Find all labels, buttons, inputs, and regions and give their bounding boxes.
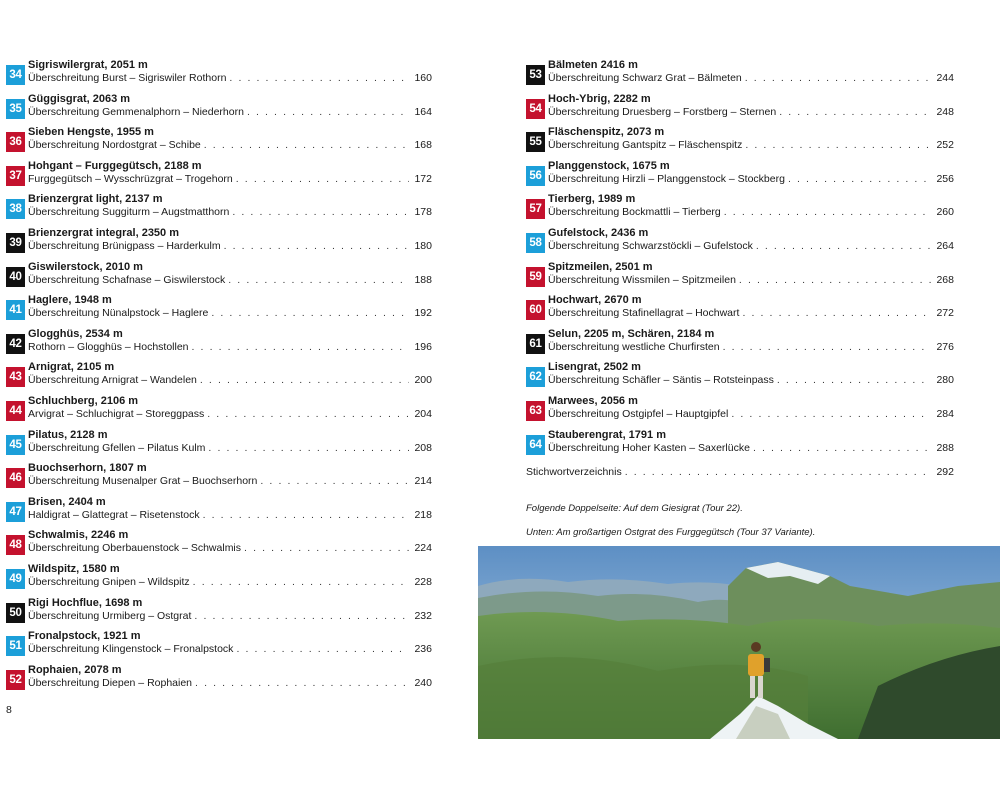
- toc-entry-text: [28, 563, 432, 589]
- toc-entry: [6, 461, 432, 495]
- dot-leader: [779, 106, 931, 119]
- route-line: [548, 240, 954, 253]
- route-line: [548, 139, 954, 152]
- tour-route: Überschreitung Gemmenalphorn – Niederhorn: [28, 105, 244, 118]
- tour-route: Überschreitung Diepen – Rophaien: [28, 676, 193, 689]
- toc-entry: [6, 360, 432, 394]
- tour-route: Überschreitung Hoher Kasten – Saxerlücke: [548, 441, 750, 454]
- toc-entry: [6, 629, 432, 663]
- tour-route: Überschreitung Urmiberg – Ostgrat: [28, 609, 192, 622]
- tour-page-number: 168: [414, 139, 432, 152]
- tour-title: Buochserhorn, 1807 m: [28, 462, 147, 475]
- tour-number-badge: 37: [6, 166, 25, 186]
- route-line: [28, 240, 432, 253]
- tour-route: Überschreitung Gnipen – Wildspitz: [28, 575, 190, 588]
- route-line: [28, 106, 432, 119]
- dot-leader: [236, 643, 409, 656]
- dot-leader: [200, 374, 409, 387]
- tour-number-badge: 34: [6, 65, 25, 85]
- tour-page-number: 268: [936, 273, 954, 286]
- tour-page-number: 264: [936, 239, 954, 252]
- toc-entry: [526, 226, 954, 260]
- tour-route: Arvigrat – Schluchigrat – Storeggpass: [28, 407, 205, 420]
- toc-entry: [526, 125, 954, 159]
- tour-page-number: 228: [414, 575, 432, 588]
- tour-title: Hoch-Ybrig, 2282 m: [548, 92, 651, 105]
- tour-title: Haglere, 1948 m: [28, 294, 112, 307]
- tour-page-number: 232: [414, 609, 432, 622]
- tour-page-number: 288: [936, 441, 954, 454]
- tour-route: Überschreitung Druesberg – Forstberg – Sternen: [548, 105, 777, 118]
- toc-entry-text: [28, 395, 432, 421]
- toc-entry-text: [548, 59, 954, 85]
- route-line: [28, 307, 432, 320]
- tour-route: Überschreitung westliche Churfirsten: [548, 340, 720, 353]
- tour-title: Fläschenspitz, 2073 m: [548, 126, 665, 139]
- tour-number-badge: 46: [6, 468, 25, 488]
- dot-leader: [260, 475, 409, 488]
- tour-page-number: 196: [414, 340, 432, 353]
- toc-entry: [526, 58, 954, 92]
- route-line: [28, 374, 432, 387]
- tour-page-number: 236: [414, 643, 432, 656]
- dot-leader: [194, 610, 409, 623]
- dot-leader: [247, 106, 409, 119]
- tour-page-number: 208: [414, 441, 432, 454]
- tour-route: Überschreitung Nünalpstock – Haglere: [28, 307, 209, 320]
- tour-route: Überschreitung Hirzli – Planggenstock – Stockberg: [548, 172, 785, 185]
- tour-title: Brienzergrat light, 2137 m: [28, 193, 163, 206]
- tour-number-badge: 57: [526, 199, 545, 219]
- dot-leader: [229, 72, 409, 85]
- toc-entry: [526, 428, 954, 462]
- dot-leader: [724, 206, 931, 219]
- tour-route: Überschreitung Klingenstock – Fronalpstock: [28, 643, 234, 656]
- toc-entry: [526, 192, 954, 226]
- route-line: [28, 274, 432, 287]
- route-line: [28, 509, 432, 522]
- dot-leader: [236, 173, 409, 186]
- tour-page-number: 204: [414, 407, 432, 420]
- tour-title: Giswilerstock, 2010 m: [28, 260, 143, 273]
- tour-title: Schwalmis, 2246 m: [28, 529, 129, 542]
- route-line: [548, 374, 954, 387]
- tour-page-number: 200: [414, 374, 432, 387]
- index-entry: [526, 466, 954, 479]
- tour-title: Pilatus, 2128 m: [28, 428, 108, 441]
- route-line: [548, 307, 954, 320]
- toc-entry: [6, 192, 432, 226]
- dot-leader: [745, 139, 931, 152]
- toc-entry-text: [28, 160, 432, 186]
- toc-entry-text: [548, 126, 954, 152]
- index-page-number: 292: [936, 466, 954, 479]
- tour-page-number: 218: [414, 508, 432, 521]
- toc-entry-text: [28, 664, 432, 690]
- tour-title: Brisen, 2404 m: [28, 495, 106, 508]
- tour-number-badge: 62: [526, 367, 545, 387]
- tour-route: Überschreitung Ostgipfel – Hauptgipfel: [548, 407, 729, 420]
- tour-route: Überschreitung Bockmattli – Tierberg: [548, 206, 721, 219]
- tour-page-number: 252: [936, 139, 954, 152]
- tour-number-badge: 53: [526, 65, 545, 85]
- route-line: [28, 206, 432, 219]
- tour-number-badge: 54: [526, 99, 545, 119]
- tour-page-number: 276: [936, 340, 954, 353]
- tour-number-badge: 51: [6, 636, 25, 656]
- toc-left-column: [6, 58, 432, 696]
- tour-route: Haldigrat – Glattegrat – Risetenstock: [28, 508, 200, 521]
- tour-number-badge: 47: [6, 502, 25, 522]
- toc-entry-text: [548, 93, 954, 119]
- tour-page-number: 248: [936, 105, 954, 118]
- tour-title: Rophaien, 2078 m: [28, 663, 122, 676]
- dot-leader: [742, 307, 931, 320]
- dot-leader: [232, 206, 409, 219]
- toc-entry: [6, 159, 432, 193]
- dot-leader: [745, 72, 931, 85]
- tour-number-badge: 49: [6, 569, 25, 589]
- tour-route: Überschreitung Nordostgrat – Schibe: [28, 139, 201, 152]
- tour-title: Hochwart, 2670 m: [548, 294, 642, 307]
- tour-title: Sigriswilergrat, 2051 m: [28, 59, 148, 71]
- dot-leader: [208, 442, 409, 455]
- tour-number-badge: 35: [6, 99, 25, 119]
- tour-number-badge: 58: [526, 233, 545, 253]
- toc-entry-text: [28, 59, 432, 85]
- tour-title: Schluchberg, 2106 m: [28, 394, 139, 407]
- tour-number-badge: 61: [526, 334, 545, 354]
- tour-route: Überschreitung Schafnase – Giswilerstock: [28, 273, 226, 286]
- route-line: [28, 542, 432, 555]
- tour-page-number: 272: [936, 307, 954, 320]
- toc-entry-text: [28, 529, 432, 555]
- toc-entry-text: [548, 429, 954, 455]
- route-line: [28, 173, 432, 186]
- dot-leader: [204, 139, 409, 152]
- toc-entry-text: [28, 227, 432, 253]
- toc-entry-text: [548, 193, 954, 219]
- tour-page-number: 244: [936, 72, 954, 84]
- photo-captions: [526, 503, 966, 551]
- dot-leader: [195, 677, 409, 690]
- tour-number-badge: 50: [6, 603, 25, 623]
- route-line: [548, 206, 954, 219]
- tour-title: Wildspitz, 1580 m: [28, 562, 120, 575]
- tour-route: Überschreitung Suggiturm – Augstmatthorn: [28, 206, 230, 219]
- tour-number-badge: 43: [6, 367, 25, 387]
- tour-route: Überschreitung Wissmilen – Spitzmeilen: [548, 273, 736, 286]
- toc-entry-text: [548, 227, 954, 253]
- tour-title: Selun, 2205 m, Schären, 2184 m: [548, 327, 715, 340]
- route-line: [28, 442, 432, 455]
- toc-entry-text: [548, 361, 954, 387]
- tour-number-badge: 55: [526, 132, 545, 152]
- tour-title: Glogghüs, 2534 m: [28, 327, 123, 340]
- tour-title: Marwees, 2056 m: [548, 394, 638, 407]
- page-number: 8: [6, 704, 12, 716]
- toc-entry: [6, 92, 432, 126]
- tour-page-number: 164: [414, 105, 432, 118]
- tour-title: Lisengrat, 2502 m: [548, 361, 641, 374]
- tour-route: Überschreitung Musenalper Grat – Buochserhorn: [28, 475, 258, 488]
- tour-page-number: 256: [936, 172, 954, 185]
- route-line: [28, 677, 432, 690]
- toc-entry: [526, 394, 954, 428]
- route-line: [548, 274, 954, 287]
- tour-route: Überschreitung Schwarz Grat – Bälmeten: [548, 72, 742, 84]
- tour-route: Überschreitung Brünigpass – Harderkulm: [28, 239, 221, 252]
- toc-entry-text: [28, 261, 432, 287]
- toc-entry-text: [548, 395, 954, 421]
- route-line: [28, 408, 432, 421]
- dot-leader: [192, 341, 409, 354]
- tour-number-badge: 40: [6, 267, 25, 287]
- dot-leader: [739, 274, 931, 287]
- tour-title: Güggisgrat, 2063 m: [28, 92, 131, 105]
- tour-number-badge: 63: [526, 401, 545, 421]
- toc-right-column: [526, 58, 954, 479]
- tour-number-badge: 56: [526, 166, 545, 186]
- tour-page-number: 180: [414, 239, 432, 252]
- caption-photo-below: Unten: Am großartigen Ostgrat des Furggegütsch (Tour 37 Variante).: [526, 527, 816, 538]
- toc-entry-text: [28, 496, 432, 522]
- route-line: [548, 72, 954, 85]
- toc-entry: [526, 159, 954, 193]
- tour-number-badge: 44: [6, 401, 25, 421]
- dot-leader: [625, 466, 931, 479]
- tour-route: Überschreitung Schwarzstöckli – Gufelstock: [548, 239, 753, 252]
- toc-entry: [526, 92, 954, 126]
- toc-entry: [6, 495, 432, 529]
- tour-title: Bälmeten 2416 m: [548, 59, 638, 71]
- toc-entry-text: [548, 160, 954, 186]
- tour-title: Gufelstock, 2436 m: [548, 226, 649, 239]
- tour-page-number: 284: [936, 407, 954, 420]
- dot-leader: [207, 408, 409, 421]
- toc-entry: [6, 260, 432, 294]
- dot-leader: [203, 509, 409, 522]
- toc-entry: [6, 293, 432, 327]
- tour-number-badge: 48: [6, 535, 25, 555]
- tour-title: Tierberg, 1989 m: [548, 193, 636, 206]
- tour-title: Planggenstock, 1675 m: [548, 159, 670, 172]
- dot-leader: [211, 307, 409, 320]
- tour-page-number: 160: [414, 72, 432, 84]
- route-line: [28, 643, 432, 656]
- tour-number-badge: 38: [6, 199, 25, 219]
- toc-entry-text: [548, 294, 954, 320]
- tour-number-badge: 64: [526, 435, 545, 455]
- route-line: [28, 610, 432, 623]
- tour-route: Überschreitung Gantspitz – Fläschenspitz: [548, 139, 743, 152]
- route-line: [28, 576, 432, 589]
- tour-route: Überschreitung Arnigrat – Wandelen: [28, 374, 197, 387]
- toc-entry-text: [28, 193, 432, 219]
- tour-route: Überschreitung Oberbauenstock – Schwalmis: [28, 542, 242, 555]
- tour-page-number: 172: [414, 172, 432, 185]
- caption-next-spread: Folgende Doppelseite: Auf dem Giesigrat (Tour 22).: [526, 503, 743, 514]
- toc-entry-text: [28, 361, 432, 387]
- toc-entry: [6, 226, 432, 260]
- tour-route: Überschreitung Stafinellagrat – Hochwart: [548, 307, 740, 320]
- toc-entry: [526, 327, 954, 361]
- dot-leader: [228, 274, 409, 287]
- tour-number-badge: 60: [526, 300, 545, 320]
- tour-number-badge: 59: [526, 267, 545, 287]
- dot-leader: [224, 240, 409, 253]
- dot-leader: [753, 442, 931, 455]
- tour-page-number: 224: [414, 542, 432, 555]
- tour-route: Überschreitung Burst – Sigriswiler Rothorn: [28, 72, 227, 84]
- tour-route: Furggegütsch – Wysschrüzgrat – Trogehorn: [28, 172, 233, 185]
- tour-route: Rothorn – Glogghüs – Hochstollen: [28, 340, 189, 353]
- tour-number-badge: 36: [6, 132, 25, 152]
- route-line: [28, 475, 432, 488]
- route-line: [548, 442, 954, 455]
- toc-entry: [6, 394, 432, 428]
- toc-entry-text: [28, 294, 432, 320]
- tour-page-number: 240: [414, 676, 432, 689]
- route-line: [28, 72, 432, 85]
- toc-entry: [6, 528, 432, 562]
- tour-page-number: 192: [414, 307, 432, 320]
- tour-title: Spitzmeilen, 2501 m: [548, 260, 653, 273]
- toc-entry: [6, 428, 432, 462]
- tour-page-number: 188: [414, 273, 432, 286]
- toc-entry-text: [28, 597, 432, 623]
- toc-entry: [526, 293, 954, 327]
- toc-entry-text: [28, 328, 432, 354]
- tour-title: Stauberengrat, 1791 m: [548, 428, 666, 441]
- toc-entry-text: [28, 93, 432, 119]
- toc-entry-text: [28, 429, 432, 455]
- tour-number-badge: 42: [6, 334, 25, 354]
- dot-leader: [723, 341, 931, 354]
- tour-page-number: 260: [936, 206, 954, 219]
- tour-number-badge: 41: [6, 300, 25, 320]
- tour-title: Rigi Hochflue, 1698 m: [28, 596, 143, 609]
- toc-entry: [526, 260, 954, 294]
- dot-leader: [244, 542, 409, 555]
- dot-leader: [731, 408, 931, 421]
- toc-entry: [6, 125, 432, 159]
- mountain-ridge-photo: [478, 546, 1000, 739]
- tour-route: Überschreitung Schäfler – Säntis – Rotsteinpass: [548, 374, 774, 387]
- route-line: [548, 341, 954, 354]
- dot-leader: [193, 576, 409, 589]
- toc-entry-text: [28, 630, 432, 656]
- toc-entry-text: [548, 261, 954, 287]
- dot-leader: [788, 173, 931, 186]
- route-line: [548, 408, 954, 421]
- tour-route: Überschreitung Gfellen – Pilatus Kulm: [28, 441, 206, 454]
- toc-entry: [526, 360, 954, 394]
- tour-page-number: 280: [936, 374, 954, 387]
- tour-title: Fronalpstock, 1921 m: [28, 630, 141, 643]
- tour-title: Hohgant – Furggegütsch, 2188 m: [28, 159, 202, 172]
- tour-title: Brienzergrat integral, 2350 m: [28, 226, 180, 239]
- route-line: [28, 139, 432, 152]
- toc-entry: [6, 596, 432, 630]
- tour-title: Arnigrat, 2105 m: [28, 361, 115, 374]
- index-label: Stichwortverzeichnis: [526, 466, 622, 479]
- toc-entry: [6, 663, 432, 697]
- toc-entry: [6, 327, 432, 361]
- toc-entry-text: [28, 126, 432, 152]
- tour-page-number: 178: [414, 206, 432, 219]
- dot-leader: [777, 374, 931, 387]
- route-line: [548, 173, 954, 186]
- tour-number-badge: 45: [6, 435, 25, 455]
- tour-title: Sieben Hengste, 1955 m: [28, 126, 154, 139]
- tour-page-number: 214: [414, 475, 432, 488]
- tour-number-badge: 39: [6, 233, 25, 253]
- route-line: [28, 341, 432, 354]
- toc-entry-text: [28, 462, 432, 488]
- route-line: [548, 106, 954, 119]
- toc-entry-text: [548, 328, 954, 354]
- toc-entry: [6, 562, 432, 596]
- dot-leader: [756, 240, 931, 253]
- toc-entry: [6, 58, 432, 92]
- tour-number-badge: 52: [6, 670, 25, 690]
